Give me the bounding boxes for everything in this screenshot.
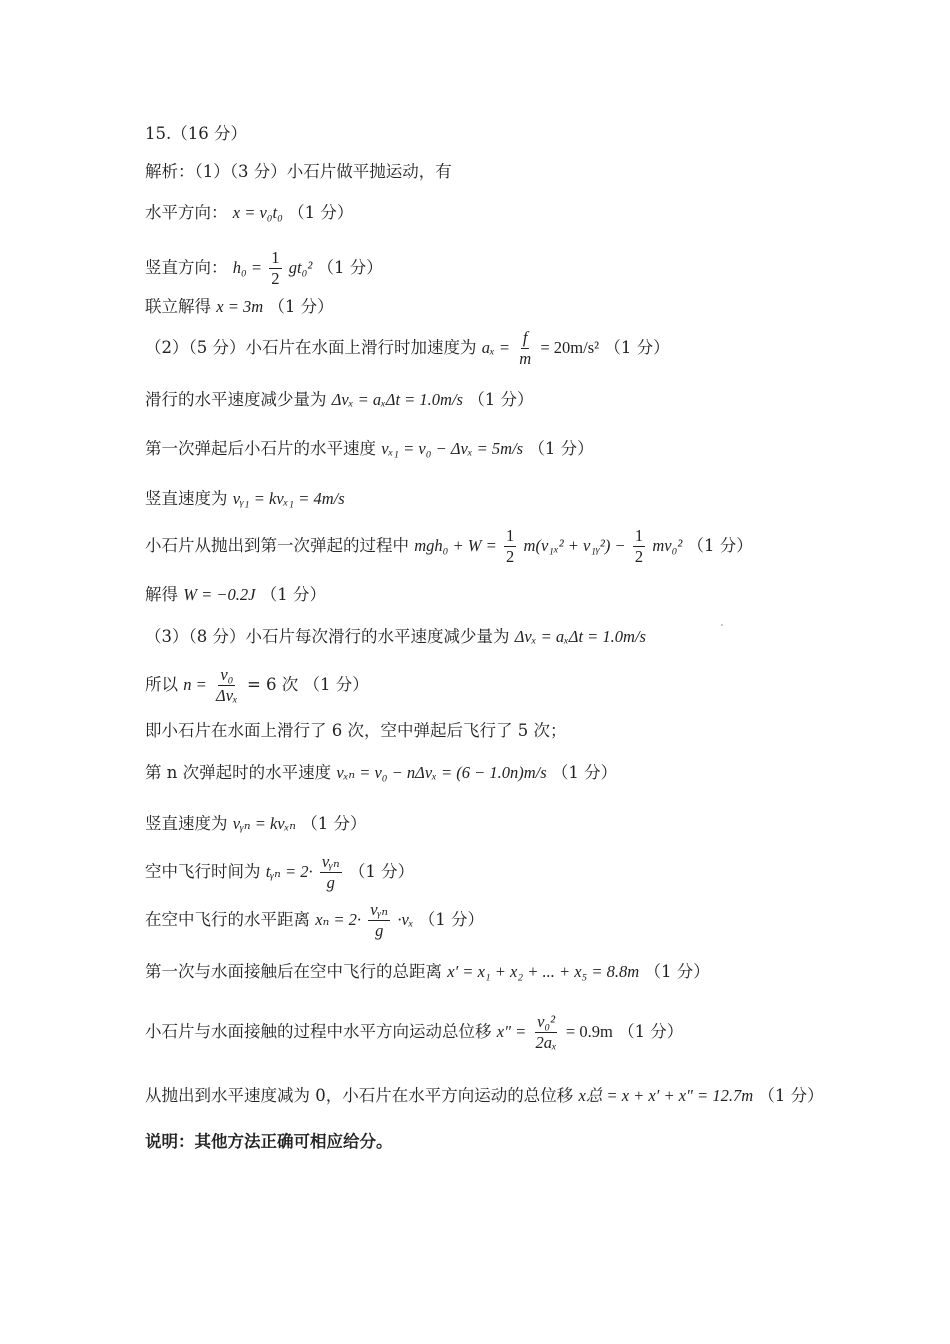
vertical-equation-line: 竖直方向： h₀ = $\frac{1}{2}$ gt₀² （1 分）: [145, 248, 383, 288]
fraction-vyn-over-g-2: $\frac{\text{vᵧₙ}}{g}$: [370, 900, 389, 940]
first-bounce-horizontal-line: 第一次弹起后小石片的水平速度 vₓ₁ = v₀ − Δvₓ = 5m/s （1 分）: [145, 439, 594, 458]
intro-line: 解析：（1）（3 分）小石片做平抛运动，有: [145, 162, 452, 181]
bounce-summary-line: 即小石片在水面上滑行了 6 次，空中弹起后飞行了 5 次；: [145, 721, 567, 740]
part3-velocity-decrease-line: （3）（8 分）小石片每次滑行的水平速度减少量为 Δvₓ = aₓΔt = 1.0m/s: [145, 627, 646, 646]
fraction-half: $\frac{1}{2}$: [271, 248, 280, 288]
nth-bounce-vertical-line: 竖直速度为 vᵧₙ = kvₓₙ （1 分）: [145, 814, 367, 833]
horizontal-equation-line: 水平方向： x = v₀t₀ （1 分）: [145, 203, 354, 222]
total-flight-distance-line: 第一次与水面接触后在空中飞行的总距离 x′ = x₁ + x₂ + ... + x₅ = 8.8m （1 分）: [145, 962, 710, 981]
fraction-vyn-over-g-1: $\frac{\text{vᵧₙ}}{g}$: [321, 852, 340, 892]
fraction-v0-over-dv: $\frac{\text{v₀}}{\text{Δvₓ}}$: [216, 665, 238, 705]
velocity-decrease-line: 滑行的水平速度减少量为 Δvₓ = aₓΔt = 1.0m/s （1 分）: [145, 390, 534, 409]
work-result-line: 解得 W = −0.2J （1 分）: [145, 585, 326, 604]
grading-note: 说明：其他方法正确可相应给分。: [145, 1132, 393, 1151]
result-x-line: 联立解得 x = 3m （1 分）: [145, 297, 334, 316]
bounce-count-line: 所以 n = $\frac{\text{v₀}}{\text{Δvₓ}}$ = 6 次 （1 分）: [145, 665, 369, 705]
sliding-displacement-line: 小石片与水面接触的过程中水平方向运动总位移 x″ = $\frac{\text{v₀²}}{\text{2aₓ}}$ = 0.9m （1 分）: [145, 1012, 684, 1052]
nth-bounce-horizontal-line: 第 n 次弹起时的水平速度 vₓₙ = v₀ − nΔvₓ = (6 − 1.0n)m/s （1 分）: [145, 763, 618, 782]
problem-number: 15.（16 分）: [145, 124, 247, 143]
flight-time-line: 空中飞行时间为 tᵧₙ = 2· $\frac{\text{vᵧₙ}}{g}$ （1 分）: [145, 852, 415, 892]
first-bounce-vertical-line: 竖直速度为 vᵧ₁ = kvₓ₁ = 4m/s: [145, 489, 345, 508]
energy-equation-line: 小石片从抛出到第一次弹起的过程中 mgh₀ + W = $\frac{1}{2}$ m(v₁ₓ² + v₁ᵧ²) − $\frac{1}{2}$ mv₀² （1 分）: [145, 526, 753, 566]
flight-distance-line: 在空中飞行的水平距离 xₙ = 2· $\frac{\text{vᵧₙ}}{g}$ ·vₓ （1 分）: [145, 900, 484, 940]
scan-speck: [721, 624, 723, 626]
fraction-half-2: $\frac{1}{2}$: [634, 526, 644, 566]
acceleration-line: （2）（5 分）小石片在水面上滑行时加速度为 aₓ = $\frac{f}{m}$ = 20m/s² （1 分）: [145, 328, 670, 368]
fraction-v0sq-over-2a: $\frac{\text{v₀²}}{\text{2aₓ}}$: [535, 1012, 557, 1052]
fraction-f-over-m: $\frac{f}{m}$: [519, 328, 532, 368]
fraction-half-1: $\frac{1}{2}$: [506, 526, 515, 566]
total-displacement-line: 从抛出到水平速度减为 0，小石片在水平方向运动的总位移 x总 = x + x′ + x″ = 12.7m （1 分）: [145, 1086, 824, 1105]
